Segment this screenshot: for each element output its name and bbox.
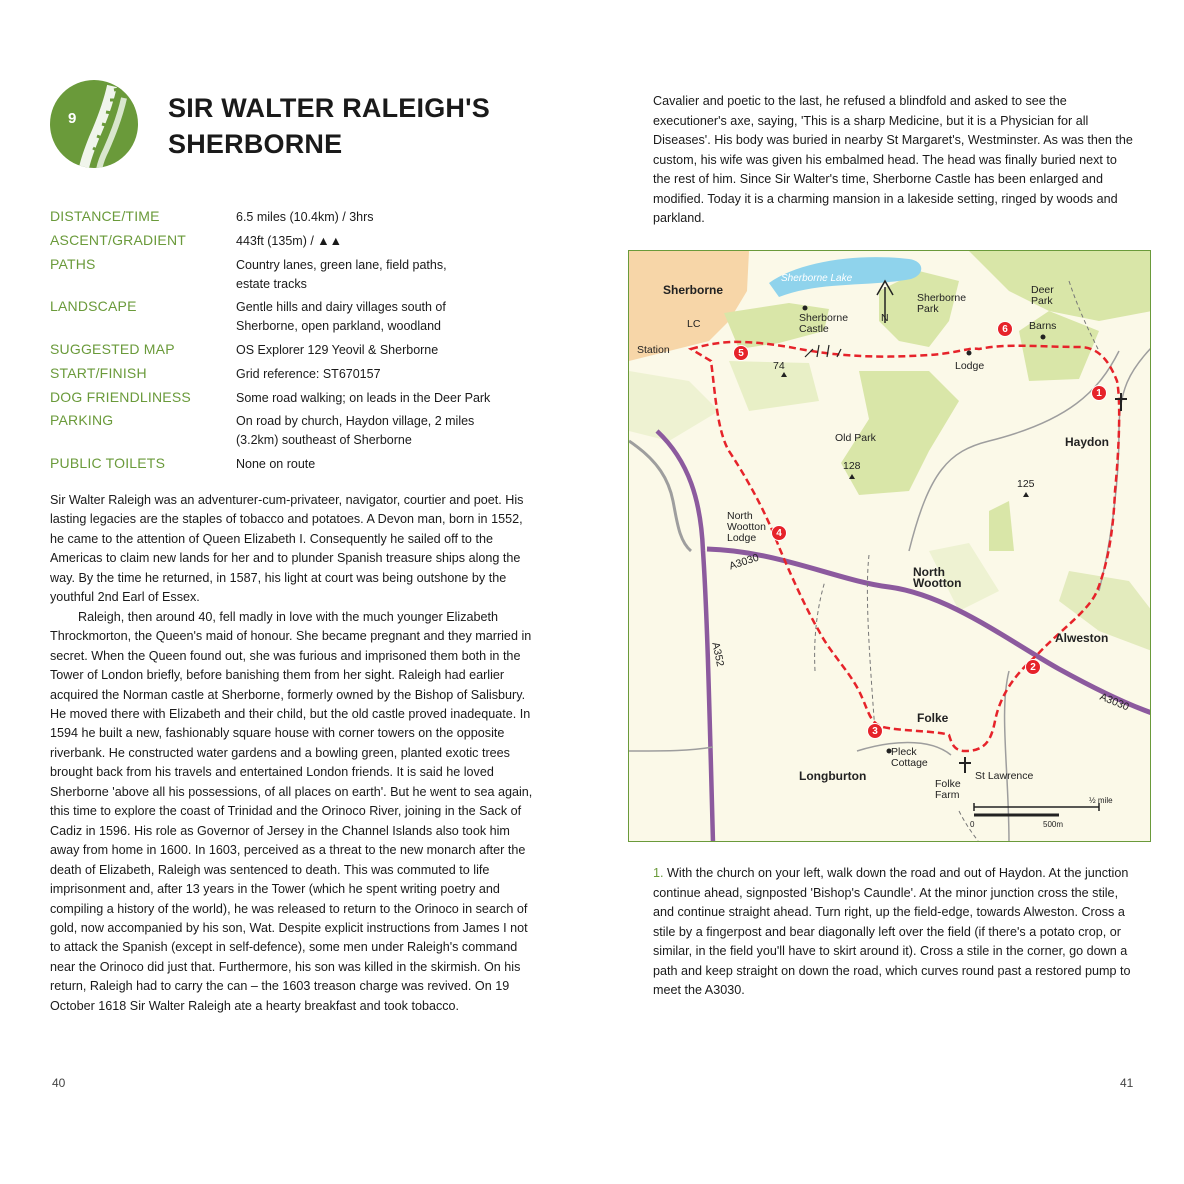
footpath bbox=[815, 581, 825, 671]
map-label-sherborne: Sherborne bbox=[663, 283, 724, 297]
info-row-landscape bbox=[50, 298, 550, 341]
castle-marker bbox=[803, 306, 808, 311]
info-value: OS Explorer 129 Yeovil & Sherborne bbox=[236, 343, 439, 357]
road-a352 bbox=[657, 431, 713, 842]
route-number-badge bbox=[50, 80, 138, 168]
page-number-right: 41 bbox=[1120, 1076, 1134, 1090]
info-row-paths bbox=[50, 256, 550, 298]
info-label: LANDSCAPE bbox=[50, 298, 137, 314]
lane bbox=[909, 351, 1119, 551]
info-value: Gentle hills and dairy villages south of Sherborne, open parkland, woodland bbox=[236, 300, 446, 333]
info-value: On road by church, Haydon village, 2 miles (3.2km) southeast of Sherborne bbox=[236, 414, 475, 447]
info-value: 6.5 miles (10.4km) / 3hrs bbox=[236, 210, 374, 224]
map-label-longburton: Longburton bbox=[799, 769, 867, 783]
map-label-barns: Barns bbox=[1029, 320, 1057, 332]
route-number: 9 bbox=[68, 110, 77, 127]
info-row-dogs bbox=[50, 389, 550, 412]
info-value: Grid reference: ST670157 bbox=[236, 367, 381, 381]
map-label-pleck-cottage: Pleck Cottage bbox=[891, 746, 928, 769]
waypoint-1: 1 bbox=[1091, 385, 1107, 401]
map-label-h125: 125 bbox=[1017, 478, 1035, 490]
info-label: ASCENT/GRADIENT bbox=[50, 232, 187, 248]
map-label-north: N bbox=[881, 312, 889, 324]
map-label-h74: 74 bbox=[773, 360, 785, 372]
info-label: PUBLIC TOILETS bbox=[50, 455, 166, 471]
map-graphics bbox=[629, 251, 1151, 842]
map-label-park: Sherborne Park bbox=[917, 292, 967, 315]
info-label: START/FINISH bbox=[50, 365, 147, 381]
continued-text: Cavalier and poetic to the last, he refused a blindfold and asked to see the executioner's axe, saying, 'This is a sharp Medicine, but it is a Physician for all Diseases'. His body was buried in nearby St Margaret's, Westminster. As was then the custom, his wife was given his embalmed head. The head was finally buried next to the rest of him. Since Sir Walter's time, Sherborne Castle has been enlarged and modified. Today it is a charming mansion in a lakeside setting, ringed by woods and parkland. bbox=[653, 94, 1133, 225]
map-label-folke: Folke bbox=[917, 711, 949, 725]
info-label: PATHS bbox=[50, 256, 96, 272]
info-value: 443ft (135m) / ▲▲ bbox=[236, 234, 343, 248]
info-label: DISTANCE/TIME bbox=[50, 208, 160, 224]
woodland bbox=[629, 371, 719, 441]
scale-label-zero: 0 bbox=[970, 820, 975, 829]
map-label-a3030-east: A3030 bbox=[1098, 690, 1131, 714]
waypoint-4: 4 bbox=[771, 525, 787, 541]
step-1 bbox=[653, 864, 1135, 1001]
info-label: DOG FRIENDLINESS bbox=[50, 389, 191, 405]
map-label-deer-park: Deer Park bbox=[1031, 284, 1054, 307]
walker-icon bbox=[50, 80, 138, 168]
waypoint-6: 6 bbox=[997, 321, 1013, 337]
step-text: With the church on your left, walk down the road and out of Haydon. At the junction continue ahead, signposted 'Bishop's Caundle'. At the minor junction cross the stile, and continue straight ahead. Turn right, up the field-edge, towards Alweston. Cross a stile by a fingerpost and bear diagonally left over the field (if there's a potato crop, or similar, in the field you'll have to skirt around it). Cross a stile in the corner, go down a path and keep straight on down the road, which curves round past a restored pump to meet the A3030. bbox=[653, 866, 1131, 997]
route-info-table bbox=[50, 208, 550, 479]
map-label-old-park: Old Park bbox=[835, 432, 876, 444]
lane bbox=[629, 747, 713, 751]
map-label-north-wootton-lodge: North Wootton Lodge bbox=[727, 510, 766, 544]
scale-label-half-mile: ½ mile bbox=[1089, 796, 1113, 805]
church-icon bbox=[959, 757, 971, 773]
lane bbox=[629, 441, 691, 551]
map-label-h128: 128 bbox=[843, 460, 861, 472]
info-row-map bbox=[50, 341, 550, 365]
page-bottom-margin bbox=[0, 1118, 1184, 1184]
map-label-north-wootton: North Wootton bbox=[913, 565, 962, 590]
scale-label-metres: 500m bbox=[1043, 820, 1064, 829]
body-text bbox=[50, 491, 536, 1016]
map-label-lc: LC bbox=[687, 318, 701, 330]
scale-bar bbox=[974, 803, 1099, 811]
map-label-lake: Sherborne Lake bbox=[781, 273, 853, 284]
lodge-marker bbox=[967, 351, 972, 356]
info-row-ascent bbox=[50, 232, 550, 256]
title-line-2: SHERBORNE bbox=[168, 129, 343, 159]
body-paragraph: Sir Walter Raleigh was an adventurer-cum-privateer, navigator, courtier and poet. His lasting legacies are the staples of tobacco and potatoes. A Devon man, born in 1552, he came to the attention of Queen Elizabeth I. Consequently he sailed off to the Americas to claim new lands for her and to plunder Spanish treasure ships along the way. By the time he returned, in 1587, his light at court was being outshone by the youthful 2nd Earl of Essex. bbox=[50, 493, 524, 605]
waypoint-5: 5 bbox=[733, 345, 749, 361]
church-icon bbox=[1115, 393, 1127, 411]
title-line-1: SIR WALTER RALEIGH'S bbox=[168, 93, 490, 123]
page-title bbox=[168, 90, 568, 162]
map-label-haydon: Haydon bbox=[1065, 435, 1110, 449]
map-label-a3030-west: A3030 bbox=[727, 551, 761, 573]
woodland bbox=[989, 501, 1014, 551]
info-value: Some road walking; on leads in the Deer Park bbox=[236, 391, 491, 405]
info-label: PARKING bbox=[50, 412, 114, 428]
route-map bbox=[628, 250, 1151, 842]
info-row-start bbox=[50, 365, 550, 389]
waypoint-3: 3 bbox=[867, 723, 883, 739]
info-row-toilets bbox=[50, 455, 550, 479]
map-label-folke-farm: Folke Farm bbox=[935, 778, 961, 801]
body-paragraph: Raleigh, then around 40, fell madly in love with the much younger Elizabeth Throckmorton, the Queen's maid of honour. She became pregnant and they married in secret. When the Queen found out, she was furious and imprisoned them both in the Tower of London briefly, before banishing them from her sight. Raleigh had earlier acquired the Norman castle at Sherborne, formerly owned by the Bishop of Salisbury. He moved there with Elizabeth and their child, but the old castle proved inadequate. In 1594 he built a new, fashionably square house with corner towers on the opposite riverbank. He constructed water gardens and a bowling green, planted exotic trees brought back from his travels and entertained London friends. It is said he loved Sherborne 'above all his possessions, of all places on earth'. But he went to sea again, this time to explore the coast of Trinidad and the Orinoco River, joining in the Sack of Cadiz in 1596. His role as Governor of Jersey in the Channel Islands also took him away from home in 1600. In 1603, perceived as a threat to the new monarch after the death of Elizabeth, Raleigh was sentenced to death. This was commuted to life imprisonment and, after 13 years in the Tower (which he spent writing poetry and compiling a history of the world), he was released to return to the Orinoco in search of gold, now accompanied by his son, Wat. Despite explicit instructions from James I not to attack the Spanish (except in self-defence), some men under Raleigh's command near the Orinoco did just that. Furthermore, his son was killed in the skirmish. On his return, Raleigh had to carry the can – the 1603 treason charge was revived. On 19 October 1618 Sir Walter Raleigh ate a hearty breakfast and took tobacco. bbox=[50, 609, 533, 1013]
map-label-st-lawrence: St Lawrence bbox=[975, 770, 1034, 782]
waypoint-2: 2 bbox=[1025, 659, 1041, 675]
map-label-station: Station bbox=[637, 344, 670, 356]
info-label: SUGGESTED MAP bbox=[50, 341, 175, 357]
info-row-distance bbox=[50, 208, 550, 232]
map-label-alweston: Alweston bbox=[1055, 631, 1109, 645]
left-page bbox=[0, 0, 592, 1118]
page-number-left: 40 bbox=[52, 1076, 66, 1090]
map-label-lodge: Lodge bbox=[955, 360, 985, 372]
info-value: Country lanes, green lane, field paths, estate tracks bbox=[236, 258, 447, 291]
info-value: None on route bbox=[236, 457, 316, 471]
barns-marker bbox=[1041, 335, 1046, 340]
step-number: 1. bbox=[653, 866, 664, 880]
map-label-a352: A352 bbox=[709, 641, 727, 668]
map-label-castle: Sherborne Castle bbox=[799, 312, 849, 335]
info-row-parking bbox=[50, 412, 550, 455]
